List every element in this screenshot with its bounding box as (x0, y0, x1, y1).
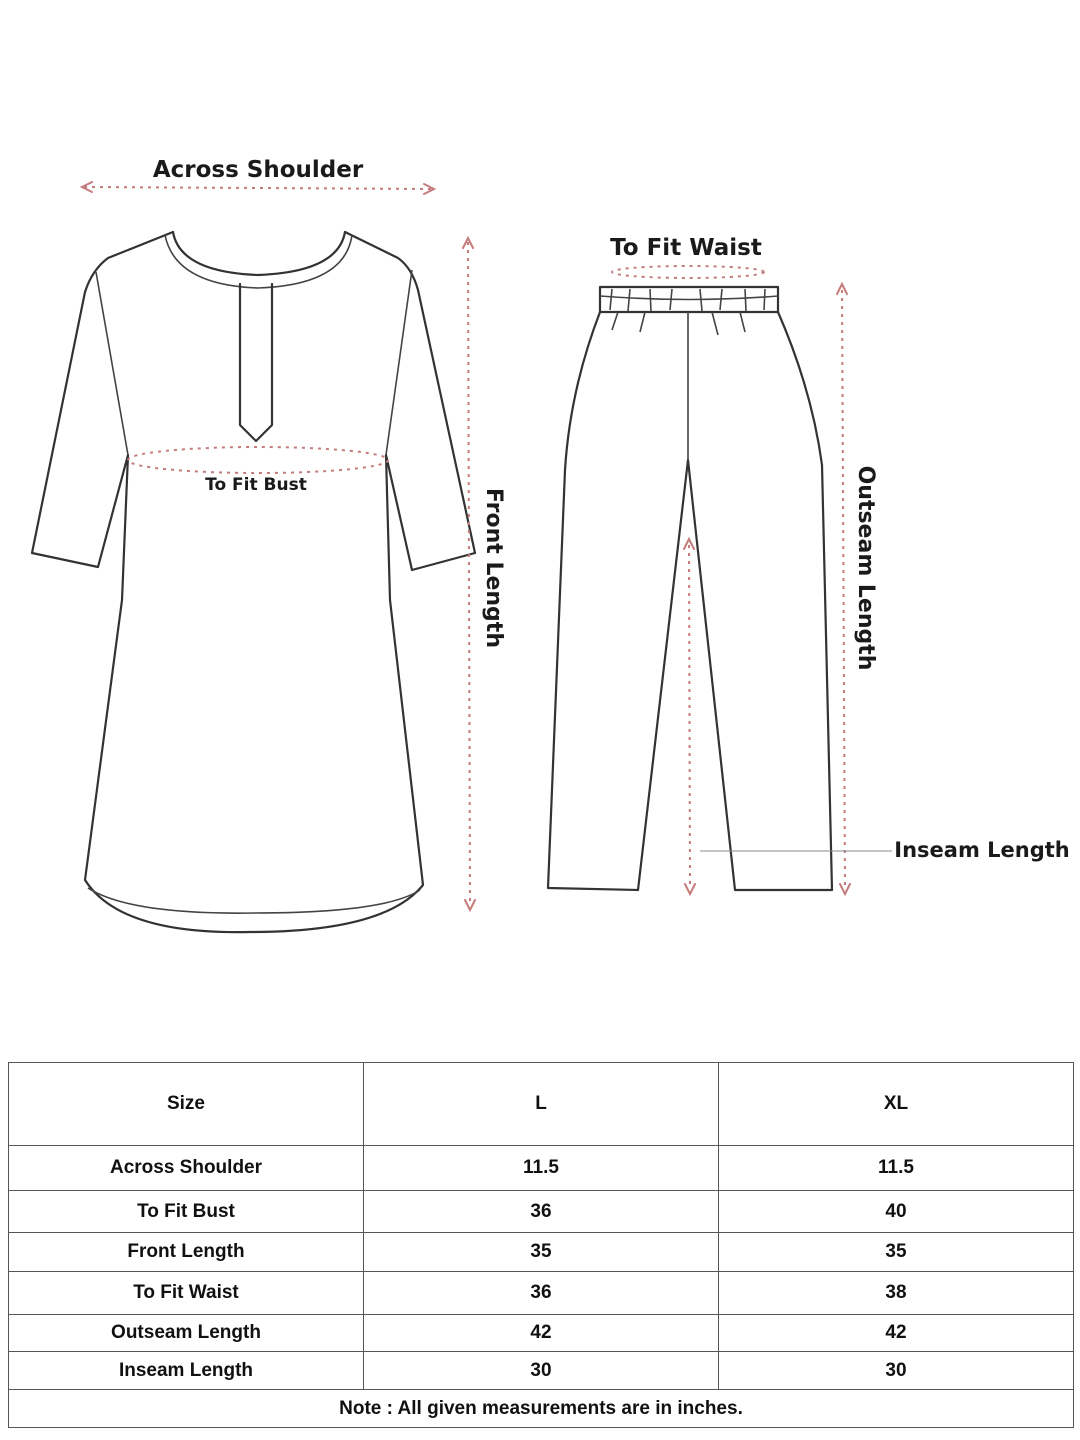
table-row (9, 1191, 1074, 1233)
front-length-arrow (463, 238, 475, 910)
size-chart-table (8, 1062, 1074, 1428)
label-front-length: Front Length (481, 488, 506, 648)
table-cell: 36 (364, 1191, 719, 1233)
measurement-note: Note : All given measurements are in inches. (9, 1390, 1074, 1428)
table-cell: 42 (364, 1315, 719, 1352)
table-cell: 36 (364, 1272, 719, 1315)
table-row (9, 1233, 1074, 1272)
table-header-row (9, 1063, 1074, 1146)
outseam-length-arrow (837, 284, 850, 894)
table-cell: To Fit Waist (9, 1272, 364, 1315)
table-cell: 30 (719, 1352, 1074, 1390)
label-outseam-length: Outseam Length (853, 465, 878, 671)
table-row (9, 1272, 1074, 1315)
table-cell: 11.5 (364, 1146, 719, 1191)
table-note-row (9, 1390, 1074, 1428)
bust-measure-ellipse (128, 447, 388, 473)
pant-drawing (548, 287, 832, 890)
waist-measure-ellipse (612, 266, 764, 278)
table-cell: 42 (719, 1315, 1074, 1352)
table-cell: To Fit Bust (9, 1191, 364, 1233)
table-cell: 40 (719, 1191, 1074, 1233)
table-header-cell: XL (719, 1063, 1074, 1146)
table-cell: Front Length (9, 1233, 364, 1272)
table-cell: 35 (364, 1233, 719, 1272)
table-cell: 38 (719, 1272, 1074, 1315)
table-row (9, 1352, 1074, 1390)
table-cell: Inseam Length (9, 1352, 364, 1390)
table-header-cell: L (364, 1063, 719, 1146)
table-cell: 35 (719, 1233, 1074, 1272)
table-cell: Outseam Length (9, 1315, 364, 1352)
label-across-shoulder: Across Shoulder (152, 157, 364, 183)
label-to-fit-bust: To Fit Bust (205, 475, 307, 495)
table-header-cell: Size (9, 1063, 364, 1146)
table-cell: 30 (364, 1352, 719, 1390)
kurta-drawing (32, 232, 475, 932)
table-cell: Across Shoulder (9, 1146, 364, 1191)
label-inseam-length: Inseam Length (894, 838, 1070, 862)
table-row (9, 1315, 1074, 1352)
label-to-fit-waist: To Fit Waist (610, 235, 762, 261)
across-shoulder-arrow (82, 182, 434, 194)
table-cell: 11.5 (719, 1146, 1074, 1191)
inseam-length-arrow (684, 539, 695, 894)
table-row (9, 1146, 1074, 1191)
